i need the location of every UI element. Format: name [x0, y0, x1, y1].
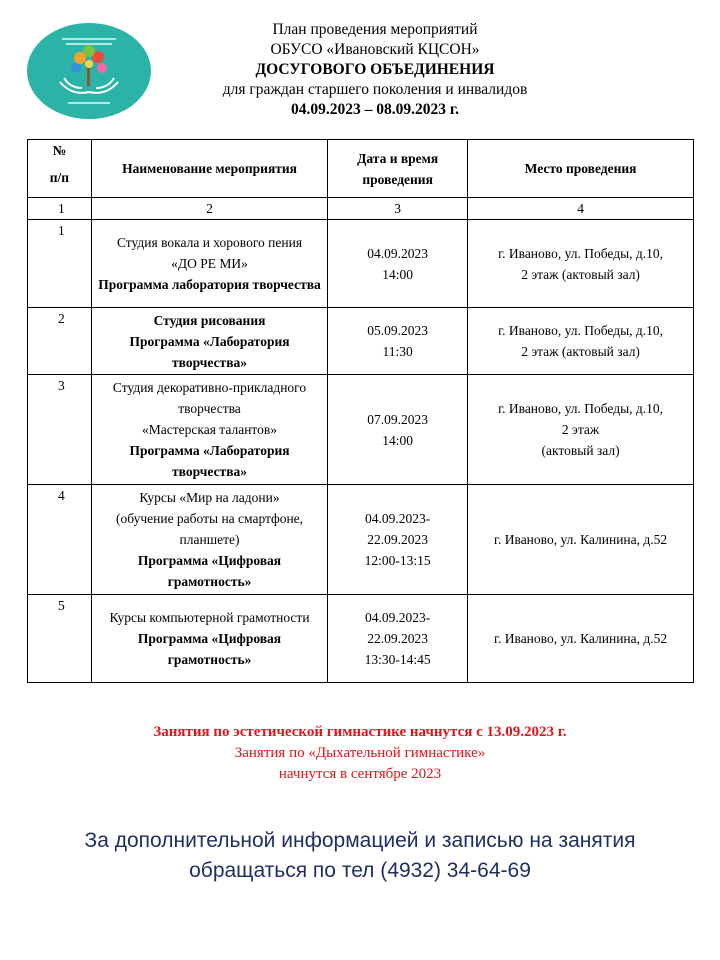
table-row: [28, 220, 694, 308]
row-number: 4: [28, 485, 92, 595]
table-row: [28, 375, 694, 485]
header-place: Место проведения: [468, 140, 694, 198]
table-row: [28, 595, 694, 683]
event-place: г. Иваново, ул. Победы, д.10, 2 этаж (актовый зал): [468, 375, 694, 485]
event-program: Программа «Лаборатория творчества»: [129, 443, 290, 479]
header-audience: для граждан старшего поколения и инвалидов: [222, 81, 528, 98]
events-table: [27, 139, 694, 683]
event-date: 04.09.2023 14:00: [328, 220, 468, 308]
table-header-row: [28, 140, 694, 198]
event-date: 07.09.2023 14:00: [328, 375, 468, 485]
event-name: Студия декоративно-прикладного творчества «Мастерская талантов» Программа «Лаборатория творчества»: [91, 375, 327, 485]
table-row: [28, 485, 694, 595]
event-place: г. Иваново, ул. Калинина, д.52: [468, 485, 694, 595]
event-program: Программа «Цифровая грамотность»: [137, 631, 282, 667]
header-period: 04.09.2023 – 08.09.2023 г.: [290, 101, 460, 118]
schedule-notice: [60, 722, 660, 785]
document-header: [170, 20, 580, 120]
header-association: ДОСУГОВОГО ОБЪЕДИНЕНИЯ: [255, 61, 495, 78]
row-number: 3: [28, 375, 92, 485]
table-index-row: 1 2 3 4: [28, 198, 694, 220]
event-program: Программа «Лаборатория творчества»: [129, 333, 290, 370]
notice-gymnastics: Занятия по эстетической гимнастике начнутся с 13.09.2023 г.: [153, 724, 567, 740]
contact-phone: обращаться по тел (4932) 34-64-69: [189, 859, 531, 882]
header-event-name: Наименование мероприятия: [91, 140, 327, 198]
header-organization: ОБУСО «Ивановский КЦСОН»: [270, 41, 480, 58]
header-title: План проведения мероприятий: [272, 21, 478, 38]
event-name: Студия рисования Программа «Лаборатория творчества»: [91, 308, 327, 375]
contact-line: За дополнительной информацией и записью на занятия: [84, 829, 636, 852]
event-date: 04.09.2023- 22.09.2023 12:00-13:15: [328, 485, 468, 595]
notice-breathing-start: начнутся в сентябре 2023: [278, 766, 442, 782]
row-number: 5: [28, 595, 92, 683]
header-date-time: Дата и время проведения: [328, 140, 468, 198]
row-number: 2: [28, 308, 92, 375]
table-row: [28, 308, 694, 375]
event-place: г. Иваново, ул. Калинина, д.52: [468, 595, 694, 683]
event-place: г. Иваново, ул. Победы, д.10, 2 этаж (актовый зал): [468, 308, 694, 375]
contact-info: [40, 826, 680, 886]
event-name: Курсы «Мир на ладони» (обучение работы на смартфоне, планшете) Программа «Цифровая грамотность»: [91, 485, 327, 595]
event-program: Программа «Цифровая грамотность»: [137, 553, 282, 589]
row-number: 1: [28, 220, 92, 308]
event-program: Программа лаборатория творчества: [98, 277, 321, 292]
event-name: Студия вокала и хорового пения «ДО РЕ МИ» Программа лаборатория творчества: [91, 220, 327, 308]
header-number: № п/п: [28, 140, 92, 198]
event-date: 05.09.2023 11:30: [328, 308, 468, 375]
event-date: 04.09.2023- 22.09.2023 13:30-14:45: [328, 595, 468, 683]
event-name: Курсы компьютерной грамотности Программа «Цифровая грамотность»: [91, 595, 327, 683]
event-place: г. Иваново, ул. Победы, д.10, 2 этаж (актовый зал): [468, 220, 694, 308]
notice-breathing: Занятия по «Дыхательной гимнастике»: [234, 745, 486, 761]
organization-logo: [26, 22, 152, 120]
